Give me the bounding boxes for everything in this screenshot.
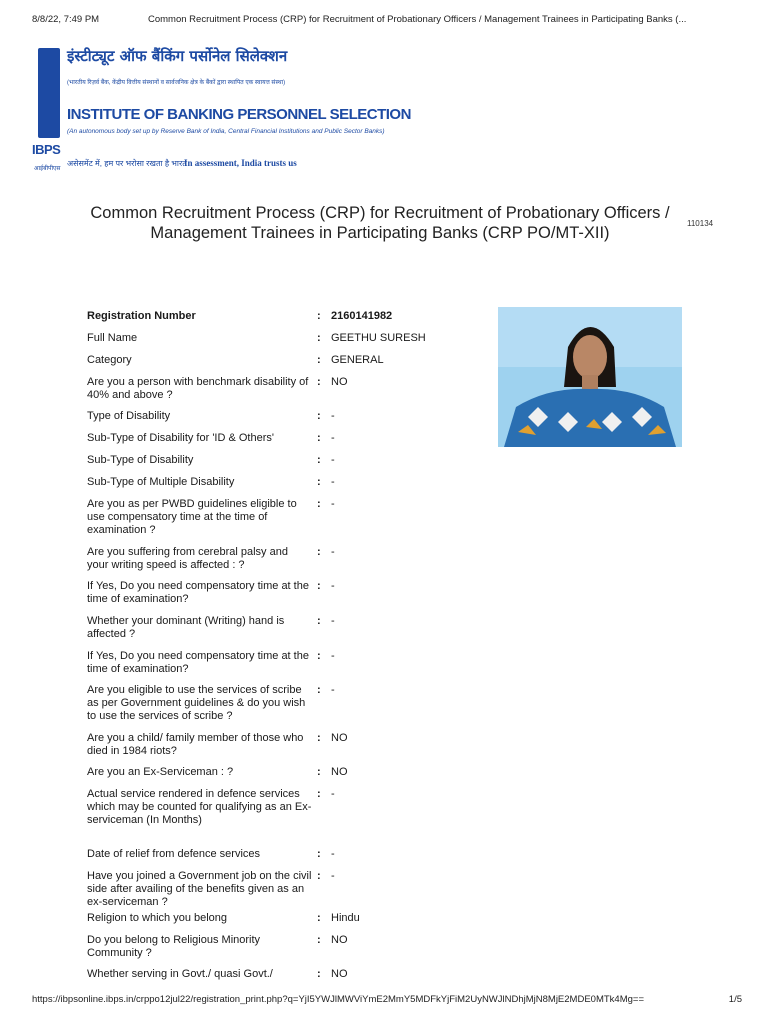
detail-separator: : bbox=[317, 376, 321, 388]
detail-separator: : bbox=[317, 788, 321, 800]
detail-label: Have you joined a Government job on the civil side after availing of the benefits given as an ex-serviceman ? bbox=[87, 870, 312, 908]
detail-separator: : bbox=[317, 476, 321, 488]
detail-separator: : bbox=[317, 615, 321, 627]
detail-separator: : bbox=[317, 848, 321, 860]
detail-separator: : bbox=[317, 684, 321, 696]
detail-separator: : bbox=[317, 354, 321, 366]
detail-value: NO bbox=[331, 732, 348, 744]
logo-tagline-english: In assessment, India trusts us bbox=[184, 158, 297, 168]
detail-value: - bbox=[331, 650, 335, 662]
document-title-line2: Management Trainees in Participating Banks (CRP PO/MT-XII) bbox=[150, 224, 610, 242]
print-datetime: 8/8/22, 7:49 PM bbox=[32, 14, 100, 25]
detail-separator: : bbox=[317, 432, 321, 444]
detail-value: NO bbox=[331, 766, 348, 778]
ibps-emblem bbox=[34, 42, 64, 176]
detail-label: Sub-Type of Multiple Disability bbox=[87, 476, 235, 488]
print-footer bbox=[32, 994, 742, 1008]
logo-mark-subtext: आईबीपीएस bbox=[34, 166, 61, 172]
detail-label: Are you an Ex-Serviceman : ? bbox=[87, 766, 234, 778]
detail-value: NO bbox=[331, 968, 348, 980]
detail-label: Are you a person with benchmark disability of 40% and above ? bbox=[87, 376, 309, 401]
detail-separator: : bbox=[317, 766, 321, 778]
detail-label: Sub-Type of Disability bbox=[87, 454, 194, 466]
detail-value: - bbox=[331, 432, 335, 444]
detail-label: Are you suffering from cerebral palsy and your writing speed is affected : ? bbox=[87, 546, 288, 571]
detail-label: Type of Disability bbox=[87, 410, 171, 422]
logo-tagline-hindi: असेसमेंट में, हम पर भरोसा रखता है भारत bbox=[67, 159, 187, 168]
detail-label: Are you as per PWBD guidelines eligible to use compensatory time at the time of examination ? bbox=[87, 498, 297, 536]
detail-separator: : bbox=[317, 454, 321, 466]
detail-value: - bbox=[331, 870, 335, 882]
page-url: https://ibpsonline.ibps.in/crppo12jul22/registration_print.php?q=YjI5YWJlMWViYmE2MmY5MDFkYjFiM2UyNWJlNDhjMjN8MjE2MDE0MTk4Mg== bbox=[32, 994, 644, 1005]
detail-label: If Yes, Do you need compensatory time at the time of examination? bbox=[87, 580, 309, 605]
detail-value: 2160141982 bbox=[331, 310, 393, 322]
detail-label: Sub-Type of Disability for 'ID & Others' bbox=[87, 432, 274, 444]
detail-value: - bbox=[331, 684, 335, 696]
detail-label: If Yes, Do you need compensatory time at the time of examination? bbox=[87, 650, 309, 675]
detail-value: - bbox=[331, 580, 335, 592]
detail-separator: : bbox=[317, 732, 321, 744]
detail-value: GENERAL bbox=[331, 354, 384, 366]
detail-label: Actual service rendered in defence services which may be counted for qualifying as an Ex-serviceman (In Months) bbox=[87, 788, 312, 826]
detail-separator: : bbox=[317, 546, 321, 558]
detail-separator: : bbox=[317, 912, 321, 924]
detail-separator: : bbox=[317, 934, 321, 946]
detail-separator: : bbox=[317, 968, 321, 980]
document-code: 110134 bbox=[687, 219, 714, 228]
detail-label: Registration Number bbox=[87, 310, 196, 322]
detail-value: - bbox=[331, 454, 335, 466]
detail-value: NO bbox=[331, 376, 348, 388]
detail-value: - bbox=[331, 848, 335, 860]
logo-english-subtitle: (An autonomous body set up by Reserve Bank of India, Central Financial Institutions and Public Sector Banks) bbox=[67, 128, 385, 135]
detail-value: - bbox=[331, 498, 335, 510]
logo-english-name: INSTITUTE OF BANKING PERSONNEL SELECTION bbox=[67, 106, 411, 123]
document-title bbox=[60, 203, 700, 243]
detail-label: Date of relief from defence services bbox=[87, 848, 261, 860]
logo-hindi-name: इंस्टीट्यूट ऑफ बैंकिंग पर्सोनेल सिलेक्शन bbox=[67, 47, 288, 65]
detail-value: Hindu bbox=[331, 912, 360, 924]
print-page-title: Common Recruitment Process (CRP) for Recruitment of Probationary Officers / Management Trainees in Participating Banks (... bbox=[148, 14, 687, 25]
detail-separator: : bbox=[317, 870, 321, 882]
detail-label: Full Name bbox=[87, 332, 138, 344]
detail-value: - bbox=[331, 615, 335, 627]
detail-separator: : bbox=[317, 310, 321, 322]
candidate-photo bbox=[498, 307, 682, 447]
detail-separator: : bbox=[317, 580, 321, 592]
detail-value: NO bbox=[331, 934, 348, 946]
logo-mark-text: IBPS bbox=[32, 142, 61, 157]
detail-value: - bbox=[331, 788, 335, 800]
detail-label: Whether your dominant (Writing) hand is affected ? bbox=[87, 615, 285, 640]
print-header bbox=[0, 14, 768, 30]
detail-value: - bbox=[331, 546, 335, 558]
detail-separator: : bbox=[317, 650, 321, 662]
document-title-line1: Common Recruitment Process (CRP) for Recruitment of Probationary Officers / bbox=[90, 204, 670, 222]
ibps-logo bbox=[32, 40, 411, 180]
detail-label: Religion to which you belong bbox=[87, 912, 228, 924]
detail-label: Category bbox=[87, 354, 132, 366]
detail-label: Are you eligible to use the services of scribe as per Government guidelines & do you wish to use the services of scribe ? bbox=[87, 684, 306, 722]
detail-separator: : bbox=[317, 410, 321, 422]
detail-value: - bbox=[331, 410, 335, 422]
detail-label: Whether serving in Govt./ quasi Govt./ bbox=[87, 968, 273, 980]
detail-separator: : bbox=[317, 498, 321, 510]
detail-value: GEETHU SURESH bbox=[331, 332, 426, 344]
detail-label: Do you belong to Religious Minority Community ? bbox=[87, 934, 261, 959]
detail-value: - bbox=[331, 476, 335, 488]
logo-hindi-subtitle: (भारतीय रिज़र्व बैंक, केंद्रीय वित्तीय संस्थानों व सार्वजनिक क्षेत्र के बैंकों द्वारा स्थापित एक स्वायत्त संस्था) bbox=[67, 80, 286, 86]
page-number: 1/5 bbox=[728, 994, 742, 1005]
detail-separator: : bbox=[317, 332, 321, 344]
detail-label: Are you a child/ family member of those who died in 1984 riots? bbox=[87, 732, 304, 757]
